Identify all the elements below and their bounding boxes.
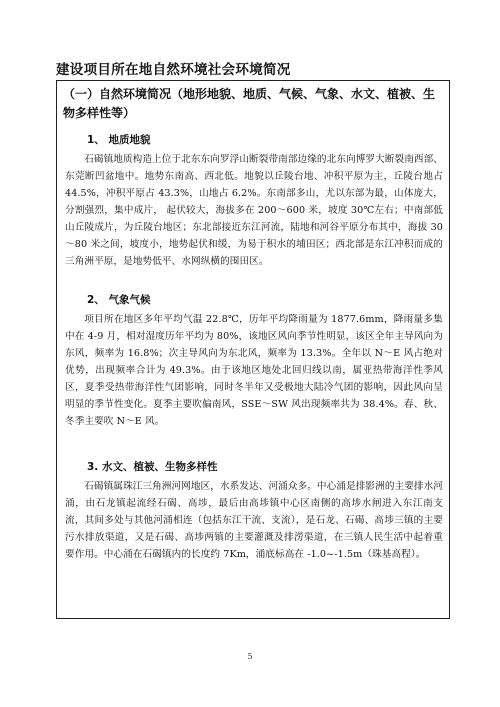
page-number: 5 bbox=[247, 652, 253, 661]
paragraph-geology: 石碣镇地质构造上位于北东东向罗浮山断裂带南部边缘的北东向博罗大断裂南西部、东莞断凹盆地中。地势东南高、西北低。地貌以丘陵台地、冲积平原为主，丘陵台地占 44.5%，冲积平原占 43.3%，山地占 6.2%。东南部多山，尤以东部为最，山体庞大，分割强烈，集中成片， 起伏较大，海拔多在 200～600 米，坡度 30℃左右；中南部低山丘陵成片，为丘陵台地区；东北部接近东江河流，陆地和河谷平原分布其中，海拔 30～80 米之间，坡度小，地势起伏和缓，为易于积水的埔田区；西北部是东江冲积而成的三角洲平原，是地势低平、水网纵横的围田区。 bbox=[65, 154, 443, 267]
subsection-heading-climate: 2、 气象气候 bbox=[87, 294, 151, 306]
paragraph-hydrology: 石碣镇属珠江三角洲河网地区，水系发达、河涌众多。中心涌是排影洲的主要排水河涌，由石龙镇起流经石碣、高埗，最后由高埗镇中心区南侧的高埗水闸进入东江南支流，其间多处与其他河涌相连（包括东江干流、支流），是石龙、石碣、高埗三镇的主要污水排放渠道，又是石碣、高埗两镇的主要灌溉及排涝渠道，在三镇人民生活中起着重要作用。中心涌在石碣镇内的长度约 7Km，涌底标高在 -1.0~-1.5m（珠基高程）。 bbox=[65, 481, 443, 560]
subsection-heading-geology: 1、 地质地貌 bbox=[87, 134, 151, 146]
page-title: 建设项目所在地自然环境社会环境简况 bbox=[56, 62, 291, 78]
subsection-heading-hydrology: 3. 水文、植被、生物多样性 bbox=[87, 461, 218, 473]
section-heading: （一）自然环境简况（地形地貌、地质、气候、气象、水文、植被、生物多样性等） bbox=[63, 87, 436, 120]
paragraph-climate: 项目所在地区多年平均气温 22.8℃，历年平均降雨量为 1877.6mm，降雨量多集中在 4-9 月，相对湿度历年平均为 80%，该地区风向季节性明显，该区全年主导风向为东风，频率为 16.8%；次主导风向为东北风，频率为 13.3%。全年以 N～E 风占绝对优势，出现频率合计为 49.3%。由于该地区地处北回归线以南，属亚热带海洋性季风区，夏季受热带海洋性气团影响，同时冬半年又受极地大陆冷气团的影响，因此风向呈明显的季节性变化。夏季主要吹偏南风，SSE～SW 风出现频率共为 38.4%。春、秋、冬季主要吹 N～E 风。 bbox=[65, 314, 443, 427]
content-box bbox=[56, 80, 450, 619]
